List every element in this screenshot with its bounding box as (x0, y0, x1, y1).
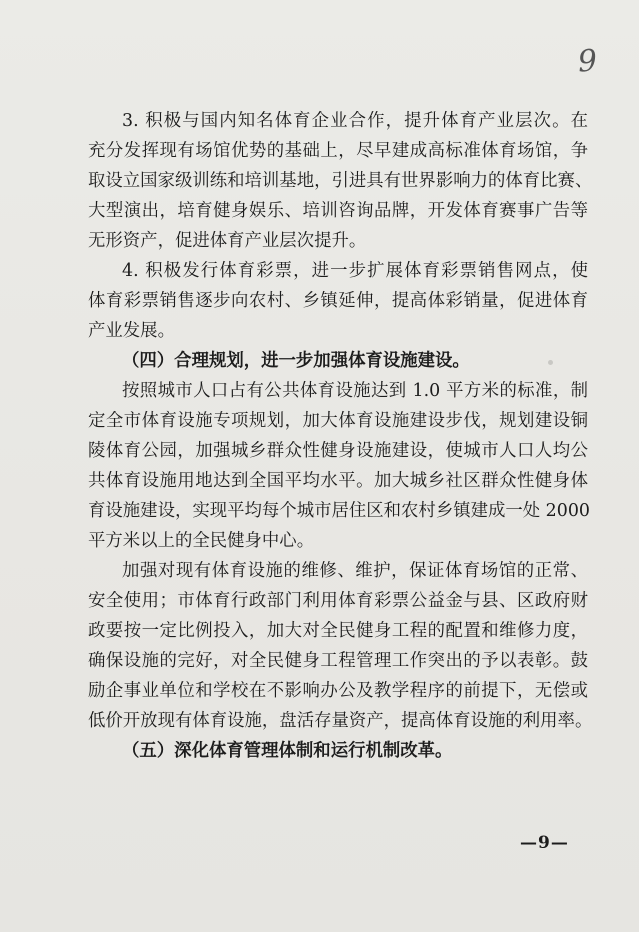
text-line: 育设施建设，实现平均每个城市居住区和农村乡镇建成一处 2000 (88, 501, 590, 521)
section-heading: （五）深化体育管理体制和运行机制改革。 (122, 741, 453, 761)
text-line: 4. 积极发行体育彩票，进一步扩展体育彩票销售网点，使 (122, 261, 588, 281)
text-line: 政要按一定比例投入，加大对全民健身工程的配置和维修力度， (88, 621, 588, 641)
handwritten-page-number: 9 (576, 43, 599, 80)
text-line: 体育彩票销售逐步向农村、乡镇延伸，提高体彩销量，促进体育 (88, 291, 588, 311)
text-line: 无形资产，促进体育产业层次提升。 (88, 231, 367, 251)
text-line: 定全市体育设施专项规划，加大体育设施建设步伐，规划建设铜 (88, 411, 588, 431)
text-line: 充分发挥现有场馆优势的基础上，尽早建成高标准体育场馆，争 (88, 141, 588, 161)
page-number: —9— (520, 833, 569, 853)
text-line: 共体育设施用地达到全国平均水平。加大城乡社区群众性健身体 (88, 471, 588, 491)
text-line: 平方米以上的全民健身中心。 (88, 531, 315, 551)
text-line: 产业发展。 (88, 321, 175, 341)
body-text (88, 106, 593, 766)
text-line: 按照城市人口占有公共体育设施达到 1.0 平方米的标准，制 (122, 381, 588, 401)
text-line: 取设立国家级训练和培训基地，引进具有世界影响力的体育比赛、 (88, 171, 593, 191)
text-line: 确保设施的完好，对全民健身工程管理工作突出的予以表彰。鼓 (88, 651, 588, 671)
text-line: 安全使用；市体育行政部门利用体育彩票公益金与县、区政府财 (88, 591, 588, 611)
text-line: 加强对现有体育设施的维修、维护，保证体育场馆的正常、 (122, 561, 588, 581)
text-line: 陵体育公园，加强城乡群众性健身设施建设，使城市人口人均公 (88, 441, 588, 461)
text-line: 低价开放现有体育设施，盘活存量资产，提高体育设施的利用率。 (88, 711, 593, 731)
text-line: 大型演出，培育健身娱乐、培训咨询品牌，开发体育赛事广告等 (88, 201, 588, 221)
text-line: 3. 积极与国内知名体育企业合作，提升体育产业层次。在 (122, 111, 588, 131)
text-line: 励企事业单位和学校在不影响办公及教学程序的前提下，无偿或 (88, 681, 588, 701)
section-heading: （四）合理规划，进一步加强体育设施建设。 (122, 351, 470, 371)
